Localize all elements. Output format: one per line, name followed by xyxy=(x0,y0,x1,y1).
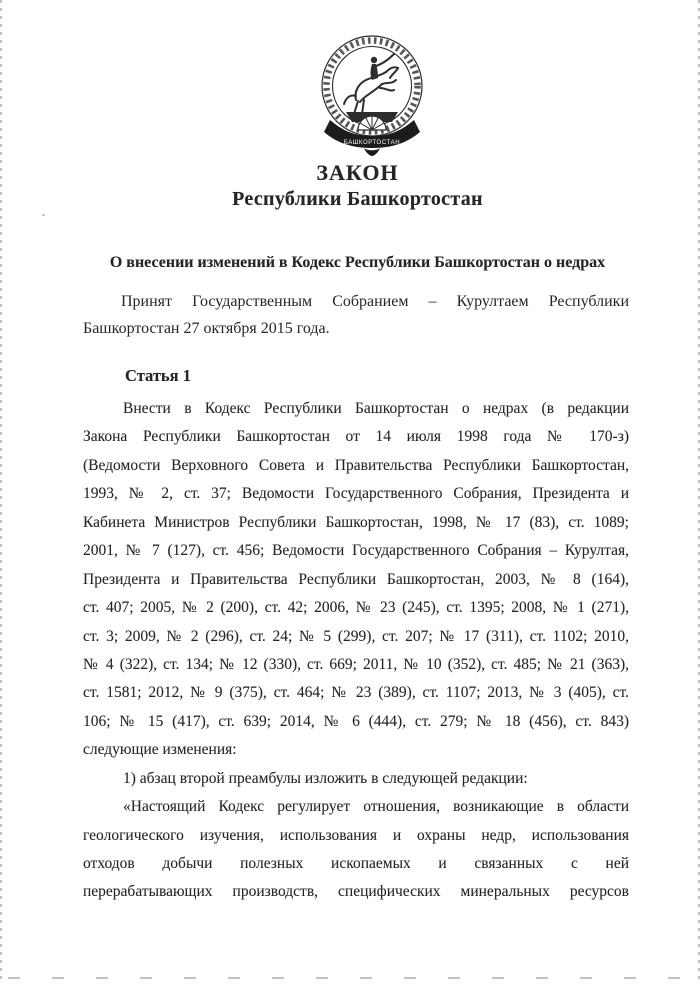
body-line: ст. 1581; 2012, № 9 (375), ст. 464; № 23 (389), ст. 1107; 2013, № 3 (405), ст. xyxy=(83,684,629,702)
adoption-line: Принят Государственным Собранием – Курултаем Республики xyxy=(121,293,629,310)
adoption-line: Башкортостан 27 октября 2015 года. xyxy=(83,319,330,337)
emblem-ribbon-tail xyxy=(364,148,380,156)
body-line: «Настоящий Кодекс регулирует отношения, возникающие в области xyxy=(123,798,629,816)
body-line: геологического изучения, использования и охраны недр, использования xyxy=(83,826,629,844)
body-line: перерабатывающих производств, специфических минеральных ресурсов xyxy=(83,883,629,901)
body-line: следующие изменения: xyxy=(83,741,237,759)
body-line: Закона Республики Башкортостан от 14 июля 1998 года № 170-з) xyxy=(83,428,629,446)
body-line: отходов добычи полезных ископаемых и связанных с ней xyxy=(83,855,629,872)
body-line: (Ведомости Верховного Совета и Правительства Республики Башкортостан, xyxy=(83,456,629,474)
adoption-paragraph xyxy=(83,289,629,342)
law-title-republic: Республики Башкортостан xyxy=(232,188,483,210)
coat-of-arms-bashkortostan xyxy=(316,34,428,158)
law-title: ЗАКОН xyxy=(316,160,399,185)
scan-edge-left-artifact xyxy=(0,0,2,984)
body-line: ст. 3; 2009, № 2 (296), ст. 24; № 5 (299), ст. 207; № 17 (311), ст. 1102; 2010, xyxy=(83,627,629,645)
emblem-ribbon-text: БАШКОРТОСТАН xyxy=(343,140,401,146)
body-line: 1993, № 2, ст. 37; Ведомости Государственного Собрания, Президента и xyxy=(83,485,629,503)
article-1-heading: Статья 1 xyxy=(125,366,191,385)
article-body xyxy=(83,395,629,907)
document-subject: О внесении изменений в Кодекс Республики Башкортостан о недрах xyxy=(109,254,606,271)
body-line: Президента и Правительства Республики Башкортостан, 2003, № 8 (164), xyxy=(83,570,629,588)
body-line: 106; № 15 (417), ст. 639; 2014, № 6 (444), ст. 279; № 18 (456), ст. 843) xyxy=(83,712,629,730)
body-line: ст. 407; 2005, № 2 (200), ст. 42; 2006, № 23 (245), ст. 1395; 2008, № 1 (271), xyxy=(83,599,629,617)
body-line: Кабинета Министров Республики Башкортостан, 1998, № 17 (83), ст. 1089; xyxy=(83,513,629,531)
body-line: № 4 (322), ст. 134; № 12 (330), ст. 669; 2011, № 10 (352), ст. 485; № 21 (363), xyxy=(83,655,629,673)
scan-bottom-dotted-line xyxy=(8,977,692,979)
scan-speck-artifact xyxy=(42,214,45,216)
body-line: 2001, № 7 (127), ст. 456; Ведомости Государственного Собрания – Курултая, xyxy=(83,542,629,560)
body-line: 1) абзац второй преамбулы изложить в следующей редакции: xyxy=(123,769,528,787)
body-line: Внести в Кодекс Республики Башкортостан о недрах (в редакции xyxy=(123,400,629,417)
